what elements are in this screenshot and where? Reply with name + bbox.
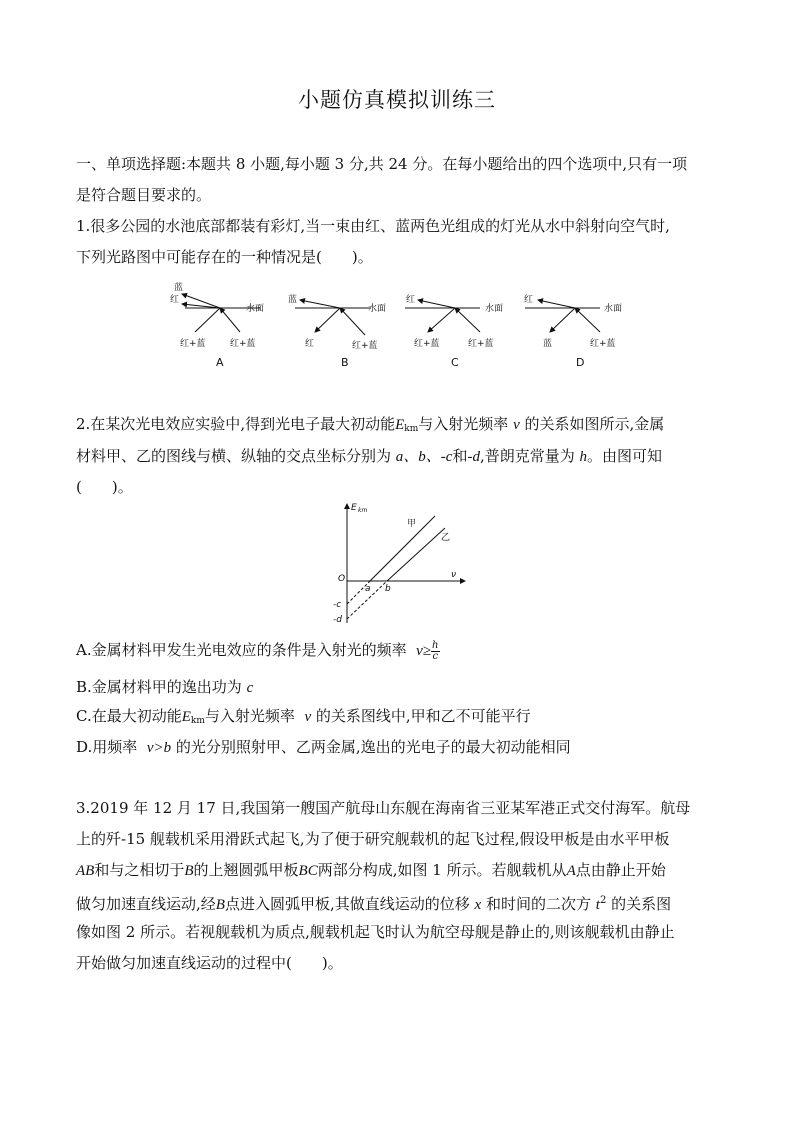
q3-stem-line5: 像如图 2 所示。若视舰载机为质点,舰载机起飞时认为航空母舰是静止的,则该舰载机由静止 — [76, 923, 675, 941]
q3-stem-line4: 做匀加速直线运动,经B点进入圆弧甲板,其做直线运动的位移 x 和时间的二次方 $t^2$ 的关系图 — [76, 895, 672, 913]
neg-d-label: -d — [333, 615, 342, 625]
q1-stem-line2: 下列光路图中可能存在的一种情况是( )。 — [76, 248, 373, 266]
q2-stem-line3: ( )。 — [76, 478, 133, 496]
label-red-blue: 红+蓝 — [352, 341, 378, 351]
label-red: 红 — [170, 295, 180, 305]
section-heading-cont: 是符合题目要求的。 — [76, 186, 212, 204]
origin-label: O — [338, 574, 346, 584]
option-d-label: D — [576, 356, 585, 369]
b-label: b — [385, 584, 391, 594]
label-water-surface: 水面 — [368, 304, 387, 314]
a-label: a — [365, 584, 371, 594]
option-a-label: A — [216, 356, 224, 369]
line-yi — [387, 528, 445, 581]
option-c-label: C — [451, 356, 459, 369]
label-water-surface: 水面 — [604, 304, 623, 314]
q2-stem-line2: 材料甲、乙的图线与横、纵轴的交点坐标分别为 a、b、-c和-d,普朗克常量为 h。由图可知 — [76, 447, 663, 465]
q2-photoelectric-graph — [325, 498, 475, 628]
q3-stem-line2: 上的歼-15 舰载机采用滑跃式起飞,为了便于研究舰载机的起飞过程,假设甲板是由水平甲板 — [76, 830, 670, 848]
q1-light-path-figure — [160, 280, 640, 375]
label-blue: 蓝 — [543, 339, 553, 349]
option-d-diagram — [524, 293, 622, 369]
label-red: 红 — [305, 339, 315, 349]
label-blue: 蓝 — [288, 295, 298, 305]
option-c-diagram — [405, 293, 503, 369]
x-axis-label: ν — [451, 570, 457, 580]
yi-label: 乙 — [441, 533, 451, 543]
neg-c-label: -c — [333, 600, 342, 610]
label-red-blue: 红+蓝 — [230, 339, 256, 349]
q1-stem-line1: 1.很多公园的水池底部都装有彩灯,当一束由红、蓝两色光组成的灯光从水中斜射向空气时, — [76, 217, 670, 235]
line-jia — [370, 516, 435, 581]
label-red-blue: 红+蓝 — [590, 339, 616, 349]
label-red-blue: 红+蓝 — [468, 339, 494, 349]
label-red-blue: 红+蓝 — [414, 339, 440, 349]
label-water-surface: 水面 — [246, 304, 265, 314]
jia-label: 甲 — [407, 519, 417, 529]
q2-stem-line1: 2.在某次光电效应实验中,得到光电子最大初动能$E_{km}$与入射光频率 ν 的关系如图所示,金属 — [76, 415, 665, 434]
q2-option-d: D.用频率 ν>b 的光分别照射甲、乙两金属,逸出的光电子的最大初动能相同 — [76, 738, 571, 756]
y-axis-label: E — [351, 503, 357, 513]
section-heading: 一、单项选择题:本题共 8 小题,每小题 3 分,共 24 分。在每小题给出的四个选项中,只有一项 — [76, 155, 688, 173]
page-title: 小题仿真模拟训练三 — [298, 88, 496, 112]
label-water-surface: 水面 — [485, 304, 504, 314]
label-blue: 蓝 — [174, 283, 184, 293]
y-axis-sub: km — [358, 507, 368, 514]
option-a-diagram — [170, 281, 264, 369]
option-b-diagram — [288, 293, 386, 369]
option-b-label: B — [341, 356, 349, 369]
q2-option-a: A.金属材料甲发生光电效应的条件是入射光的频率 ν≥ $\frac{h}{c}$ — [76, 639, 439, 662]
label-red-blue: 红+蓝 — [180, 339, 206, 349]
q3-stem-line6: 开始做匀加速直线运动的过程中( )。 — [76, 954, 343, 972]
q2-option-b: B.金属材料甲的逸出功为 c — [76, 678, 254, 696]
q3-stem-line1: 3.2019 年 12 月 17 日,我国第一艘国产航母山东舰在海南省三亚某军港正式交付海军。航母 — [76, 799, 691, 817]
q2-option-c: C.在最大初动能$E_{km}$与入射光频率 ν 的关系图线中,甲和乙不可能平行 — [76, 707, 531, 726]
label-red: 红 — [406, 295, 416, 305]
label-red: 红 — [524, 295, 534, 305]
q3-stem-line3: AB和与之相切于B的上翘圆弧甲板BC两部分构成,如图 1 所示。若舰载机从A点由静止开始 — [76, 861, 666, 879]
